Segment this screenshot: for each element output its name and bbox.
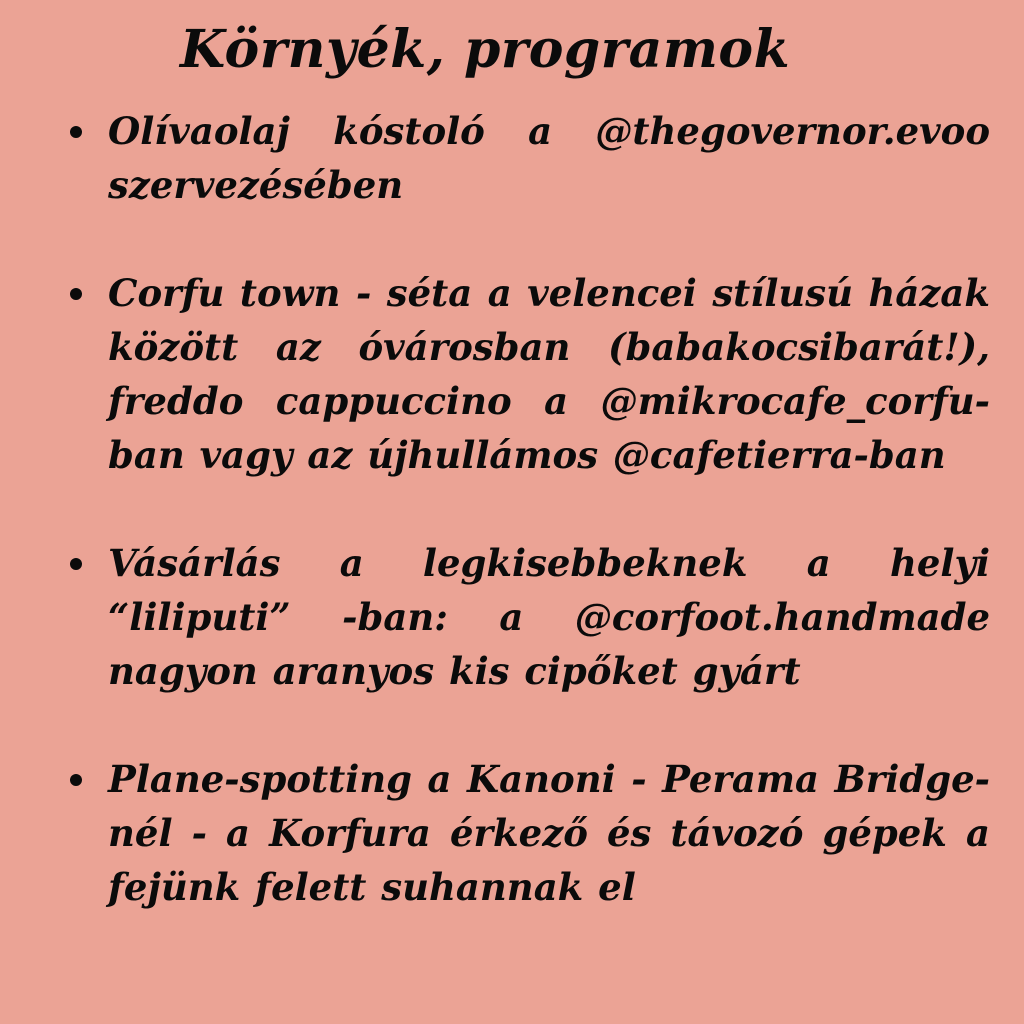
bullet-icon — [70, 126, 82, 138]
page-title: Környék, programok — [180, 19, 791, 80]
list-item — [60, 104, 990, 212]
list-item — [60, 266, 990, 482]
list-item — [60, 536, 990, 698]
list-item-text: Olívaolaj kóstoló a @thegovernor.evoo szervezésében — [108, 109, 990, 207]
list-item — [60, 752, 990, 914]
bullet-icon — [70, 288, 82, 300]
list-item-text: Plane-spotting a Kanoni - Perama Bridge-nél - a Korfura érkező és távozó gépek a fejünk felett suhannak el — [108, 757, 990, 909]
list-item-text: Corfu town - séta a velencei stílusú házak között az óvárosban (babakocsibarát!), freddo cappuccino a @mikrocafe_corfu-ban vagy az újhullámos @cafetierra-ban — [108, 271, 990, 477]
bullet-icon — [70, 558, 82, 570]
bullet-icon — [70, 774, 82, 786]
list-item-text: Vásárlás a legkisebbeknek a helyi “liliputi” -ban: a @corfoot.handmade nagyon aranyos kis cipőket gyárt — [108, 541, 990, 693]
program-list — [60, 104, 990, 914]
